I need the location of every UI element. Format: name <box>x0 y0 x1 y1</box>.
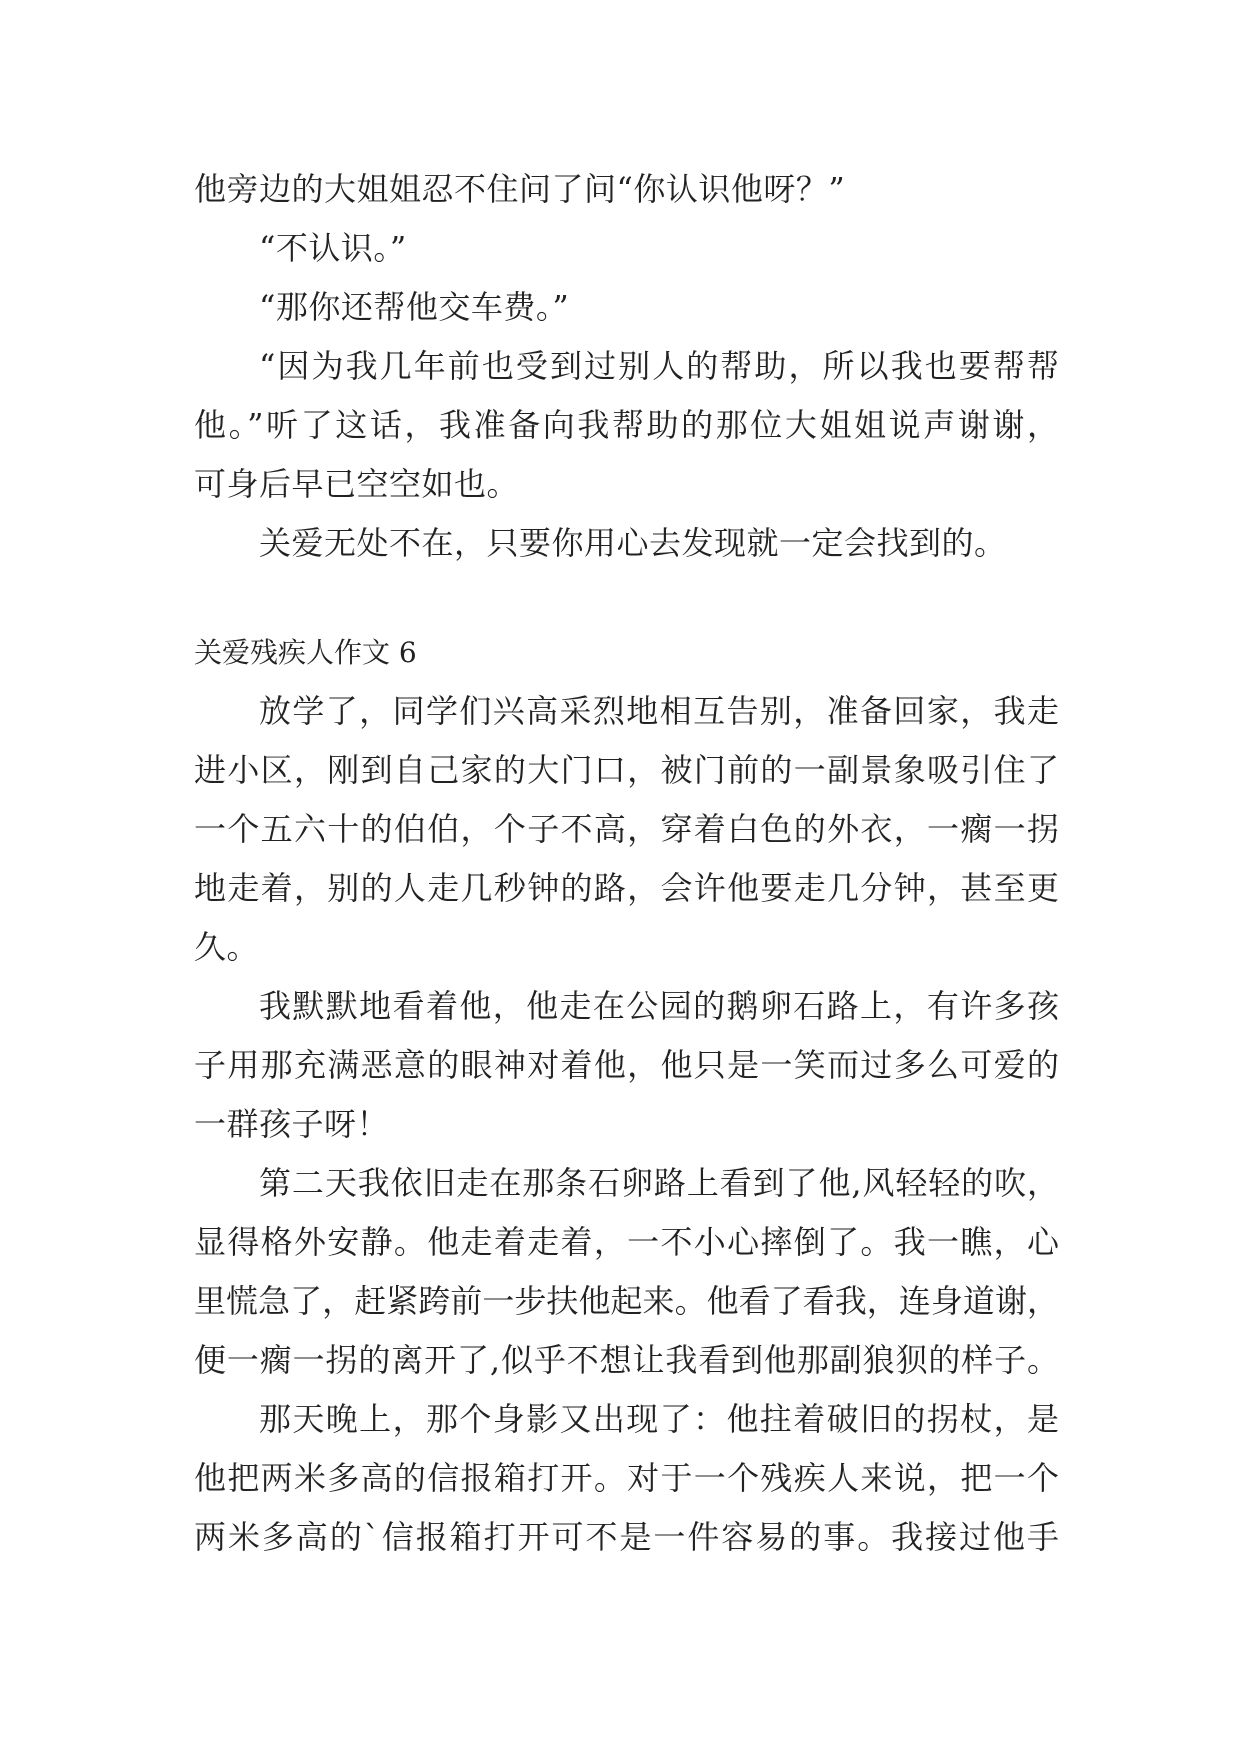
text-line: 一群孩子呀！ <box>194 1105 390 1143</box>
text-line: 放学了，同学们兴高采烈地相互告别，准备回家，我走 <box>259 692 1059 730</box>
text-line: 里慌急了，赶紧跨前一步扶他起来。他看了看我，连身道谢， <box>194 1282 1059 1320</box>
text-line: 他。”听了这话，我准备向我帮助的那位大姐姐说声谢谢， <box>194 406 1059 444</box>
section-title: 关爱残疾人作文 6 <box>194 636 417 669</box>
paragraph <box>194 337 1059 514</box>
text-line: 他旁边的大姐姐忍不住问了问“你认识他呀？” <box>194 170 846 208</box>
text-line: 第二天我依旧走在那条石卵路上看到了他,风轻轻的吹， <box>259 1164 1059 1202</box>
paragraph <box>194 160 1059 219</box>
text-line: 子用那充满恶意的眼神对着他，他只是一笑而过多么可爱的 <box>194 1046 1059 1084</box>
text-line: 那天晚上，那个身影又出现了：他拄着破旧的拐杖，是 <box>259 1400 1059 1438</box>
paragraph <box>194 1390 1059 1567</box>
text-line: 他把两米多高的信报箱打开。对于一个残疾人来说，把一个 <box>194 1459 1059 1497</box>
text-line: 可身后早已空空如也。 <box>194 465 520 503</box>
text-line: 一个五六十的伯伯，个子不高，穿着白色的外衣，一瘸一拐 <box>194 810 1059 848</box>
paragraph <box>194 682 1059 977</box>
previous-essay-section <box>194 160 1059 573</box>
document-page <box>194 160 1059 1567</box>
text-line: 我默默地看着他，他走在公园的鹅卵石路上，有许多孩 <box>259 987 1059 1025</box>
text-line: 便一瘸一拐的离开了,似乎不想让我看到他那副狼狈的样子。 <box>194 1341 1059 1379</box>
text-line: “因为我几年前也受到过别人的帮助，所以我也要帮帮 <box>259 347 1059 385</box>
paragraph <box>194 977 1059 1154</box>
paragraph <box>194 278 1059 337</box>
paragraph <box>194 219 1059 278</box>
text-line: 显得格外安静。他走着走着，一不小心摔倒了。我一瞧，心 <box>194 1223 1059 1261</box>
text-line: 久。 <box>194 928 260 966</box>
paragraph <box>194 1154 1059 1390</box>
text-line: 关爱无处不在，只要你用心去发现就一定会找到的。 <box>259 524 1007 562</box>
essay-section <box>194 623 1059 1567</box>
text-line: “不认识。” <box>259 229 407 267</box>
text-line: “那你还帮他交车费。” <box>259 288 570 326</box>
text-line: 两米多高的`信报箱打开可不是一件容易的事。我接过他手 <box>194 1518 1059 1556</box>
paragraph <box>194 514 1059 573</box>
text-line: 地走着，别的人走几秒钟的路，会许他要走几分钟，甚至更 <box>194 869 1059 907</box>
text-line: 进小区，刚到自己家的大门口，被门前的一副景象吸引住了 <box>194 751 1059 789</box>
